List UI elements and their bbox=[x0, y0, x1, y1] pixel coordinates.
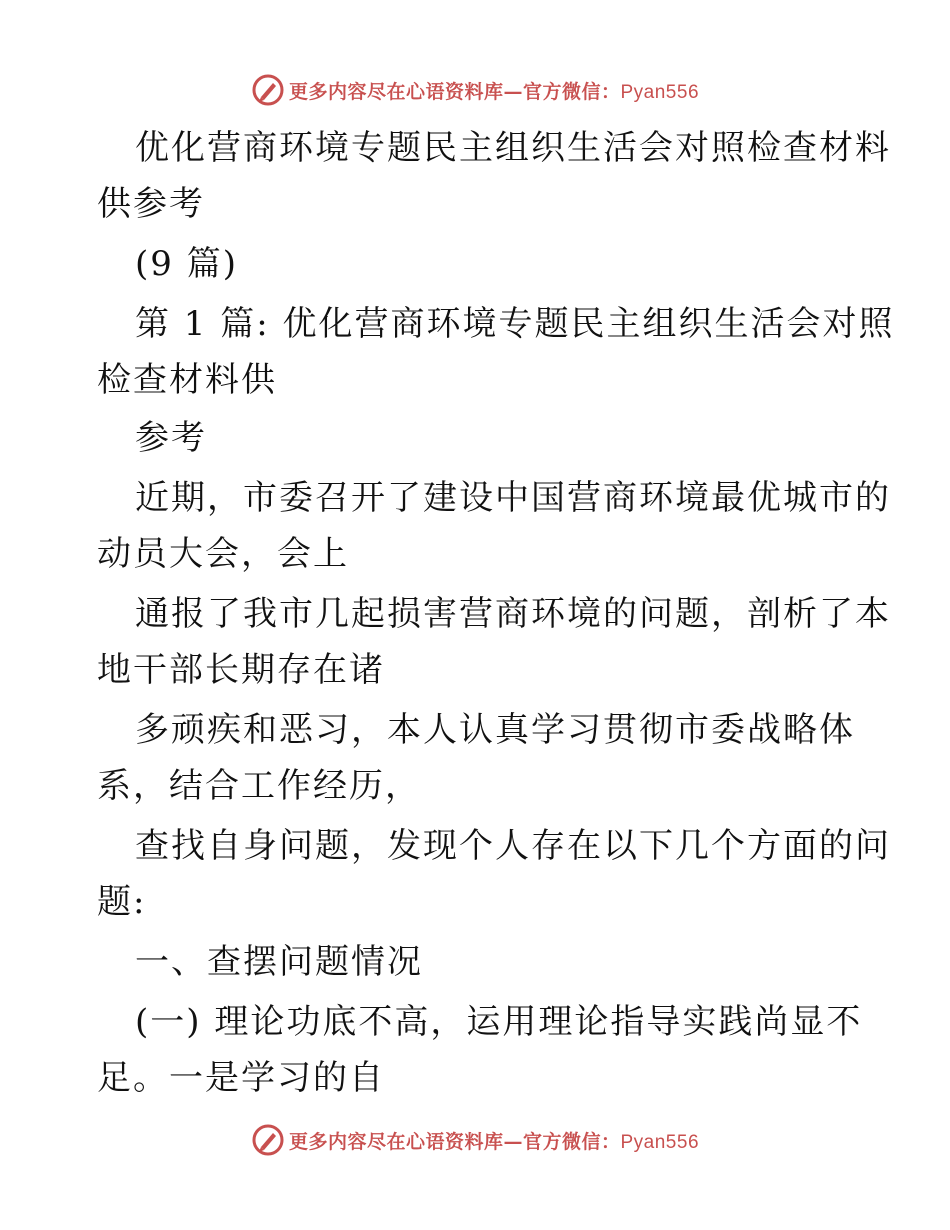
text-line: 查找自身问题，发现个人存在以下几个方面的问 bbox=[135, 826, 891, 866]
pen-logo-icon bbox=[251, 1123, 285, 1157]
text-line: 系，结合工作经历， bbox=[97, 766, 421, 806]
watermark-wechat-id: Pyan556 bbox=[620, 1131, 700, 1153]
text-line: 地干部长期存在诸 bbox=[97, 650, 385, 690]
watermark-text bbox=[289, 1127, 699, 1154]
text-line: 参考 bbox=[135, 418, 207, 458]
text-line: (9 篇) bbox=[135, 244, 238, 284]
text-line: 题: bbox=[97, 882, 147, 922]
watermark-text bbox=[289, 77, 699, 104]
pen-logo-icon bbox=[251, 73, 285, 107]
watermark-text-cn: 更多内容尽在心语资料库—官方微信： bbox=[288, 1130, 621, 1153]
text-line: (一) 理论功底不高，运用理论指导实践尚显不 bbox=[135, 1002, 863, 1042]
watermark-footer bbox=[0, 1120, 950, 1160]
text-line: 动员大会，会上 bbox=[97, 534, 349, 574]
watermark-header bbox=[0, 70, 950, 110]
text-line: 多顽疾和恶习，本人认真学习贯彻市委战略体 bbox=[135, 710, 855, 750]
watermark-wechat-id: Pyan556 bbox=[620, 81, 700, 103]
text-line: 检查材料供 bbox=[97, 360, 277, 400]
text-line: 供参考 bbox=[97, 184, 205, 224]
watermark-text-cn: 更多内容尽在心语资料库—官方微信： bbox=[288, 80, 621, 103]
text-line: 足。一是学习的自 bbox=[97, 1058, 385, 1098]
text-line: 通报了我市几起损害营商环境的问题，剖析了本 bbox=[135, 594, 891, 634]
text-line: 第 1 篇: 优化营商环境专题民主组织生活会对照 bbox=[135, 304, 895, 344]
text-line: 一、查摆问题情况 bbox=[135, 942, 423, 982]
text-line: 近期，市委召开了建设中国营商环境最优城市的 bbox=[135, 478, 891, 518]
text-line: 优化营商环境专题民主组织生活会对照检查材料 bbox=[135, 128, 891, 168]
